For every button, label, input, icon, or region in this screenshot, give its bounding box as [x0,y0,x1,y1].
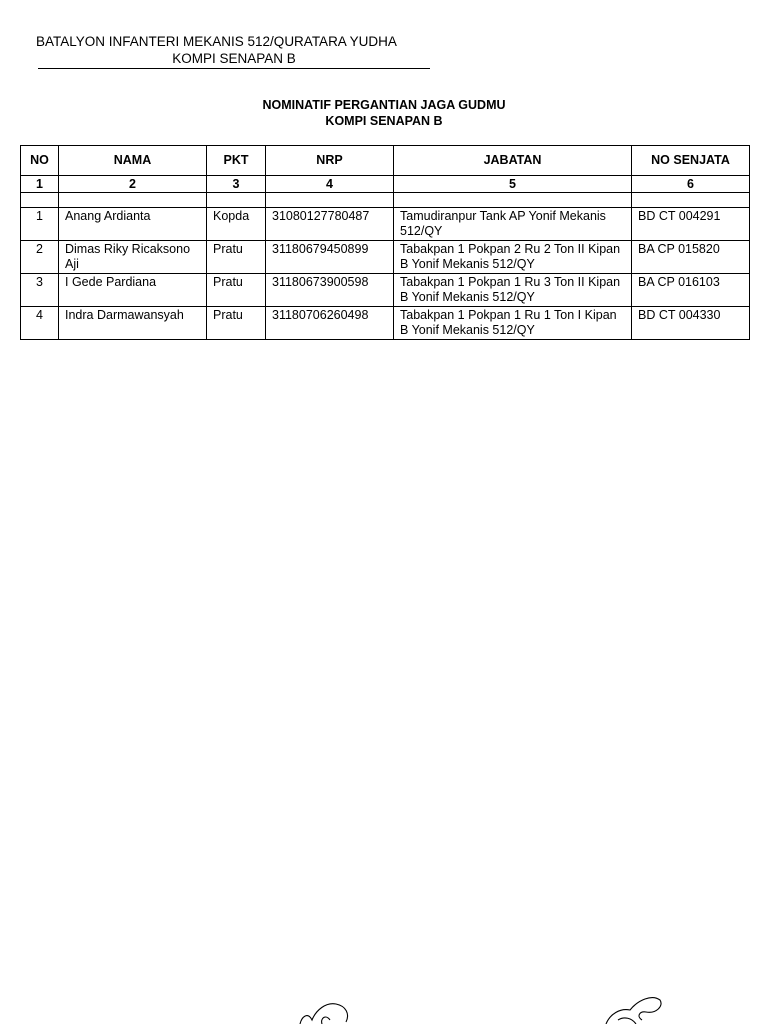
column-number: 1 [21,176,59,193]
cell-senjata: BD CT 004330 [632,307,750,340]
cell-nama: Indra Darmawansyah [59,307,207,340]
title-line-1: NOMINATIF PERGANTIAN JAGA GUDMU [262,98,506,112]
cell-senjata: BD CT 004291 [632,208,750,241]
cell-nrp: 31080127780487 [266,208,394,241]
cell-jabatan: Tabakpan 1 Pokpan 2 Ru 2 Ton II Kipan B Yonif Mekanis 512/QY [394,241,632,274]
signature-right [606,998,661,1024]
header-jabatan: JABATAN [394,146,632,176]
cell-nama: I Gede Pardiana [59,274,207,307]
cell-pkt: Pratu [207,241,266,274]
header-no: NO [21,146,59,176]
cell-jabatan: Tamudiranpur Tank AP Yonif Mekanis 512/QY [394,208,632,241]
signature-left [300,1004,348,1024]
column-number-row [21,176,750,193]
cell-nama: Anang Ardianta [59,208,207,241]
roster-table [20,145,750,340]
cell-no: 1 [21,208,59,241]
unit-name: KOMPI SENAPAN B [38,51,430,69]
table-header-row [21,146,750,176]
cell-no: 2 [21,241,59,274]
title-line-2: KOMPI SENAPAN B [325,114,443,128]
column-number: 3 [207,176,266,193]
empty-row [21,193,750,208]
header-nrp: NRP [266,146,394,176]
cell-no: 3 [21,274,59,307]
table-row [21,307,750,340]
cell-nama: Dimas Riky Ricaksono Aji [59,241,207,274]
column-number: 4 [266,176,394,193]
column-number: 6 [632,176,750,193]
header-no-senjata: NO SENJATA [632,146,750,176]
table-row [21,241,750,274]
cell-nrp: 31180706260498 [266,307,394,340]
cell-senjata: BA CP 015820 [632,241,750,274]
column-number: 5 [394,176,632,193]
cell-senjata: BA CP 016103 [632,274,750,307]
cell-pkt: Kopda [207,208,266,241]
document-title [0,97,768,129]
cell-pkt: Pratu [207,274,266,307]
cell-nrp: 31180673900598 [266,274,394,307]
table-row [21,274,750,307]
organization-name: BATALYON INFANTERI MEKANIS 512/QURATARA YUDHA [36,34,397,49]
cell-jabatan: Tabakpan 1 Pokpan 1 Ru 1 Ton I Kipan B Yonif Mekanis 512/QY [394,307,632,340]
cell-no: 4 [21,307,59,340]
document-header [36,34,430,69]
table-row [21,208,750,241]
column-number: 2 [59,176,207,193]
signature-marks [0,990,768,1024]
header-pkt: PKT [207,146,266,176]
header-nama: NAMA [59,146,207,176]
cell-nrp: 31180679450899 [266,241,394,274]
cell-jabatan: Tabakpan 1 Pokpan 1 Ru 3 Ton II Kipan B Yonif Mekanis 512/QY [394,274,632,307]
cell-pkt: Pratu [207,307,266,340]
